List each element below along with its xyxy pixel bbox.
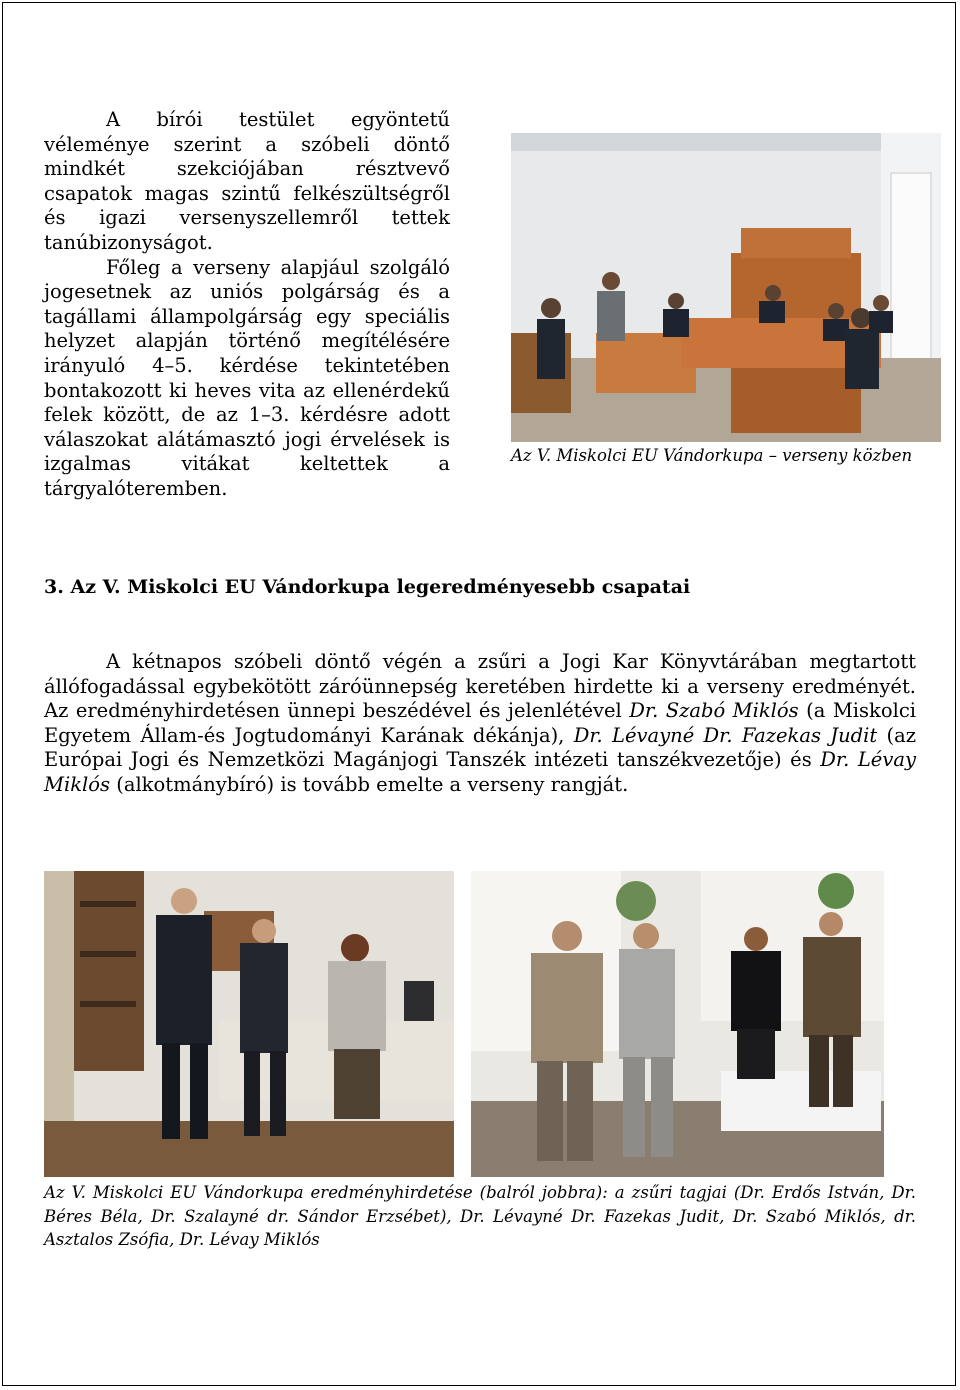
courtroom-photo-caption: Az V. Miskolci EU Vándorkupa – verseny közben	[511, 446, 913, 465]
courtroom-photo	[511, 133, 941, 442]
jury-photo	[44, 871, 454, 1177]
section-heading: 3. Az V. Miskolci EU Vándorkupa legeredményesebb csapatai	[44, 576, 691, 598]
results-text-2: (a Miskolci Egyetem Állam-és Jogtudományi Karának dékánja),	[44, 699, 916, 747]
results-text-3: (az Európai Jogi és Nemzetközi Magánjogi Tanszék intézeti tanszékvezetője) és	[44, 723, 916, 772]
name-levay: Dr. Lévay Miklós	[44, 748, 916, 796]
intro-paragraph-2: Főleg a verseny alapjául szolgáló jogesetnek az uniós polgárság és a tagállami állampolgárság egy speciális helyzet alapján történő megítélésére irányuló 4–5. kérdése tekintetében bontakozott ki heves vita az ellenérdekű felek között, de az 1–3. kérdésre adott válaszokat alátámasztó jogi érvelések is izgalmas vitákat keltettek a tárgyalóteremben.	[44, 255, 450, 500]
intro-text-column	[44, 108, 450, 502]
name-szabo: Dr. Szabó Miklós	[629, 699, 799, 723]
ceremony-photo	[471, 871, 884, 1177]
results-paragraph	[44, 650, 916, 798]
results-text-1: A kétnapos szóbeli döntő végén a zsűri a Jogi Kar Könyvtárában megtartott állófogadással egybekötött záróünnepség keretében hirdette ki a verseny eredményét. Az eredményhirdetésen ünnepi beszédével és jelenlétével	[44, 650, 916, 723]
results-text-4: (alkotmánybíró) is tovább emelte a verseny rangját.	[110, 772, 629, 796]
intro-paragraph-1: A bírói testület egyöntetű véleménye szerint a szóbeli döntő mindkét szekciójában résztvevő csapatok magas szintű felkészültségről és igazi versenyszellemről tettek tanúbizonyságot.	[44, 108, 450, 254]
name-levayne: Dr. Lévayné Dr. Fazekas Judit	[573, 723, 878, 747]
ceremony-caption: Az V. Miskolci EU Vándorkupa eredményhirdetése (balról jobbra): a zsűri tagjai (Dr. Erdős István, Dr. Béres Béla, Dr. Szalayné dr. Sándor Erzsébet), Dr. Lévayné Dr. Fazekas Judit, Dr. Szabó Miklós, dr. Asztalos Zsófia, Dr. Lévay Miklós	[44, 1183, 916, 1249]
